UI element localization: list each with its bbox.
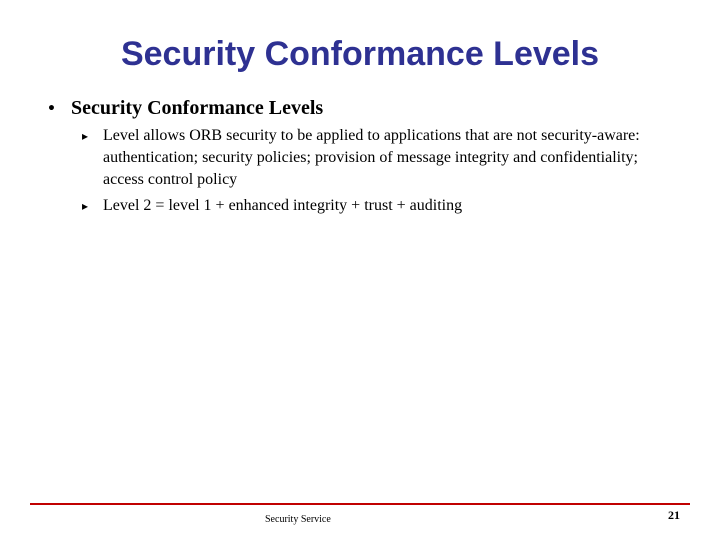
arrow-bullet-icon: ▸ (82, 129, 89, 143)
bullet-text: Security Conformance Levels (71, 97, 324, 119)
footer-divider (30, 503, 690, 505)
arrow-bullet-icon: ▸ (82, 199, 89, 213)
page-number: 21 (668, 508, 680, 522)
sub-bullet-text: Level 2 = level 1 + enhanced integrity + trust + auditing (103, 197, 463, 214)
sub-bullet-text: Level allows ORB security to be applied to applications that are not security-aware: authentication; security policies; provision of message integrity and confidentiality; access control policy (103, 127, 640, 188)
footer-label: Security Service (265, 514, 331, 525)
bullet-icon: • (47, 101, 56, 117)
slide-title: Security Conformance Levels (120, 35, 600, 73)
